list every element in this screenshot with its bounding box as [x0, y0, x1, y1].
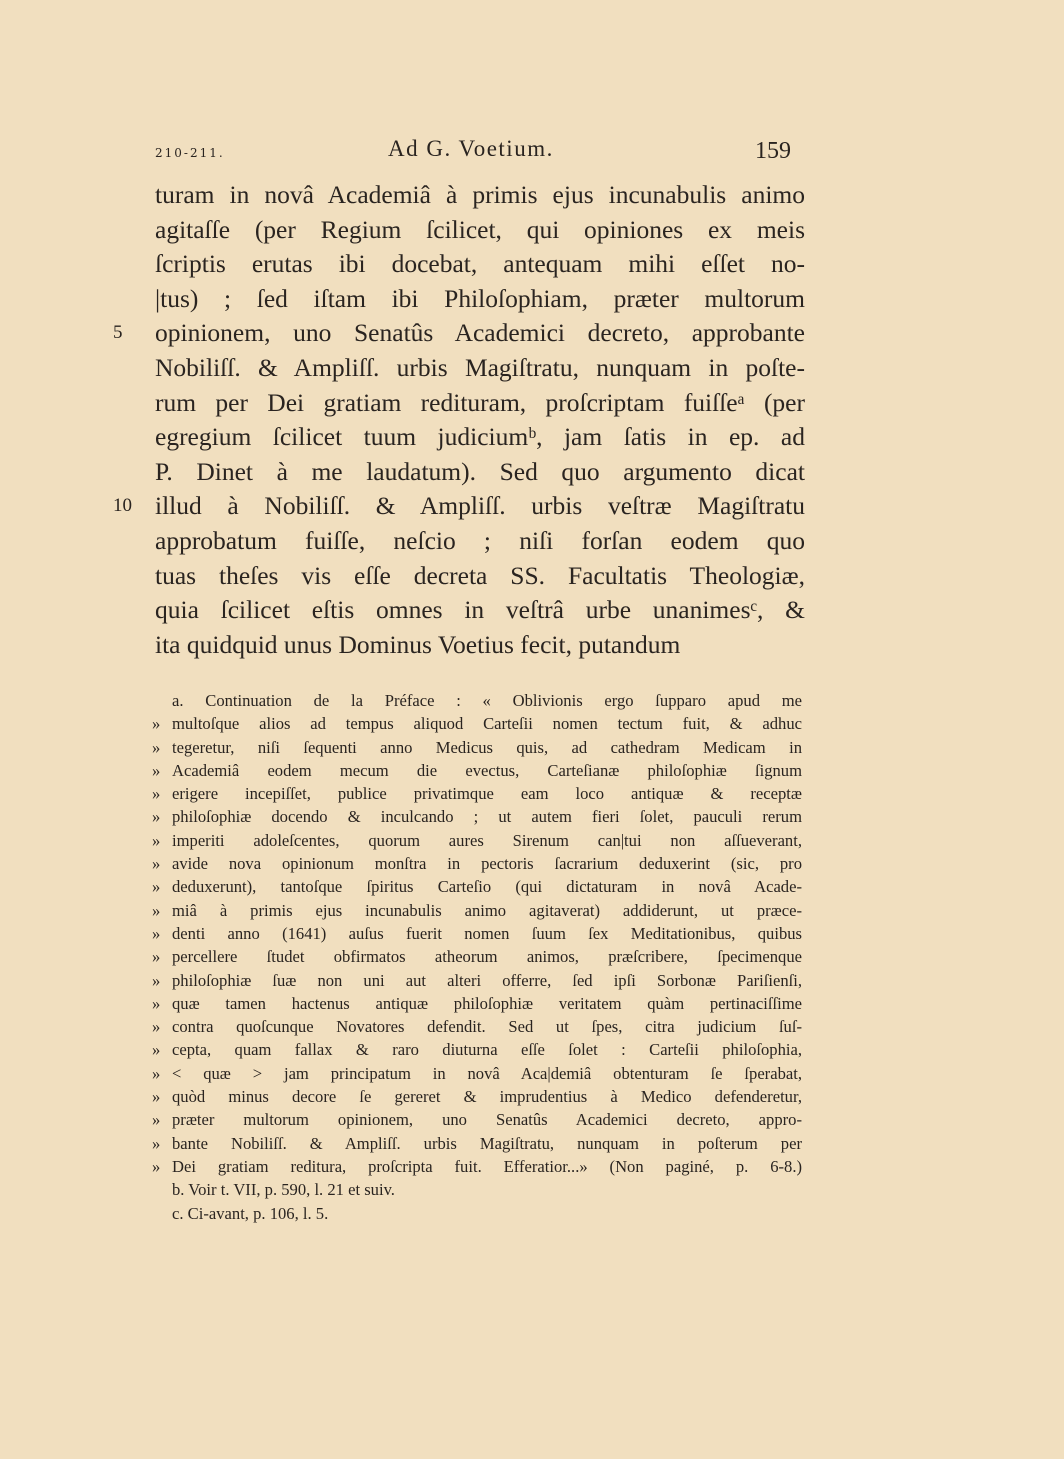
page-number: 159: [755, 138, 791, 164]
footnote-line: » præter multorum opinionem, uno Senatûs Academici decreto, appro-: [152, 1110, 802, 1130]
text-line: |tus) ; ſed iſtam ibi Philoſophiam, præter multorum: [155, 283, 805, 313]
footnote-line: » < quæ > jam principatum in novâ Aca|demiâ obtenturam ſe ſperabat,: [152, 1063, 802, 1083]
text-line: quia ſcilicet eſtis omnes in veſtrâ urbe unanimesᶜ, &: [155, 595, 805, 625]
footnotes: [152, 689, 802, 1225]
page-range: 210-211.: [155, 146, 225, 160]
text-line: egregium ſcilicet tuum judiciumᵇ, jam ſatis in ep. ad: [155, 422, 805, 452]
text-line: ſcriptis erutas ibi docebat, antequam mihi eſſet no-: [155, 249, 805, 279]
footnote-line: » quæ tamen hactenus antiquæ philoſophiæ veritatem quàm pertinaciſſime: [152, 993, 802, 1013]
text-line: approbatum fuiſſe, neſcio ; niſi forſan eodem quo: [155, 525, 805, 555]
footnote-line: » Academiâ eodem mecum die evectus, Carteſianæ philoſophiæ ſignum: [152, 760, 802, 780]
text-line: 5 opinionem, uno Senatûs Academici decreto, approbante: [155, 316, 805, 351]
text-line: P. Dinet à me laudatum). Sed quo argumento dicat: [155, 456, 805, 486]
footnote-line: » multoſque alios ad tempus aliquod Carteſii nomen tectum fuit, & adhuc: [152, 714, 802, 734]
footnote-line: » avide nova opinionum monſtra in pectoris ſacrarium deduxerint (sic, pro: [152, 854, 802, 874]
footnote-line: » cepta, quam fallax & raro diuturna eſſe ſolet : Carteſii philoſophia,: [152, 1040, 802, 1060]
text-line: Nobiliſſ. & Ampliſſ. urbis Magiſtratu, nunquam in poſte-: [155, 352, 805, 382]
text-line: turam in novâ Academiâ à primis ejus incunabulis animo: [155, 180, 805, 209]
footnote-line: » contra quoſcunque Novatores defendit. Sed ut ſpes, citra judicium ſuſ-: [152, 1017, 802, 1037]
footnote-line: » tegeretur, niſi ſequenti anno Medicus quis, ad cathedram Medicam in: [152, 737, 802, 757]
footnote-line: a. Continuation de la Préface : « Oblivionis ergo ſupparo apud me: [172, 691, 802, 710]
text-line: 10 illud à Nobiliſſ. & Ampliſſ. urbis veſtræ Magiſtratu: [155, 489, 805, 524]
footnote-line: » Dei gratiam reditura, proſcripta fuit. Efferatior...» (Non paginé, p. 6-8.): [152, 1156, 802, 1176]
running-header: [0, 136, 1064, 176]
footnote-line: » miâ à primis ejus incunabulis animo agitaverat) addiderunt, ut præce-: [152, 900, 802, 920]
footnote-line: » quòd minus decore ſe gereret & imprudentius à Medico defenderetur,: [152, 1087, 802, 1107]
footnote-line: b. Voir t. VII, p. 590, l. 21 et suiv.: [172, 1180, 395, 1200]
footnote-line: » imperiti adoleſcentes, quorum aures Sirenum can|tui non aſſueverant,: [152, 830, 802, 850]
main-text: [113, 178, 805, 662]
running-title: Ad G. Voetium.: [388, 136, 554, 161]
footnote-line: » erigere incepiſſet, publice privatimque eam loco antiquæ & receptæ: [152, 784, 802, 804]
line-number: 10: [113, 495, 132, 517]
footnote-line: » deduxerunt), tantoſque ſpiritus Carteſio (qui dictaturam in novâ Acade-: [152, 877, 802, 897]
footnote-line: » philoſophiæ docendo & inculcando ; ut autem fieri ſolet, pauculi rerum: [152, 807, 802, 827]
text-line: tuas theſes vis eſſe decreta SS. Facultatis Theologiæ,: [155, 560, 805, 590]
text-line: rum per Dei gratiam redituram, proſcriptam fuiſſeᵃ (per: [155, 387, 805, 417]
line-number: 5: [113, 322, 123, 344]
footnote-line: » philoſophiæ ſuæ non uni aut alteri offerre, ſed ipſi Sorbonæ Pariſienſi,: [152, 970, 802, 990]
text-line: agitaſſe (per Regium ſcilicet, qui opiniones ex meis: [155, 214, 805, 244]
footnote-line: » denti anno (1641) auſus fuerit nomen ſuum ſex Meditationibus, quibus: [152, 923, 802, 943]
footnote-line: c. Ci-avant, p. 106, l. 5.: [172, 1203, 329, 1223]
footnote-line: » percellere ſtudet obfirmatos atheorum animos, præſcribere, ſpecimenque: [152, 947, 802, 967]
footnote-line: » bante Nobiliſſ. & Ampliſſ. urbis Magiſtratu, nunquam in poſterum per: [152, 1133, 802, 1153]
text-line: ita quidquid unus Dominus Voetius fecit, putandum: [155, 629, 681, 659]
